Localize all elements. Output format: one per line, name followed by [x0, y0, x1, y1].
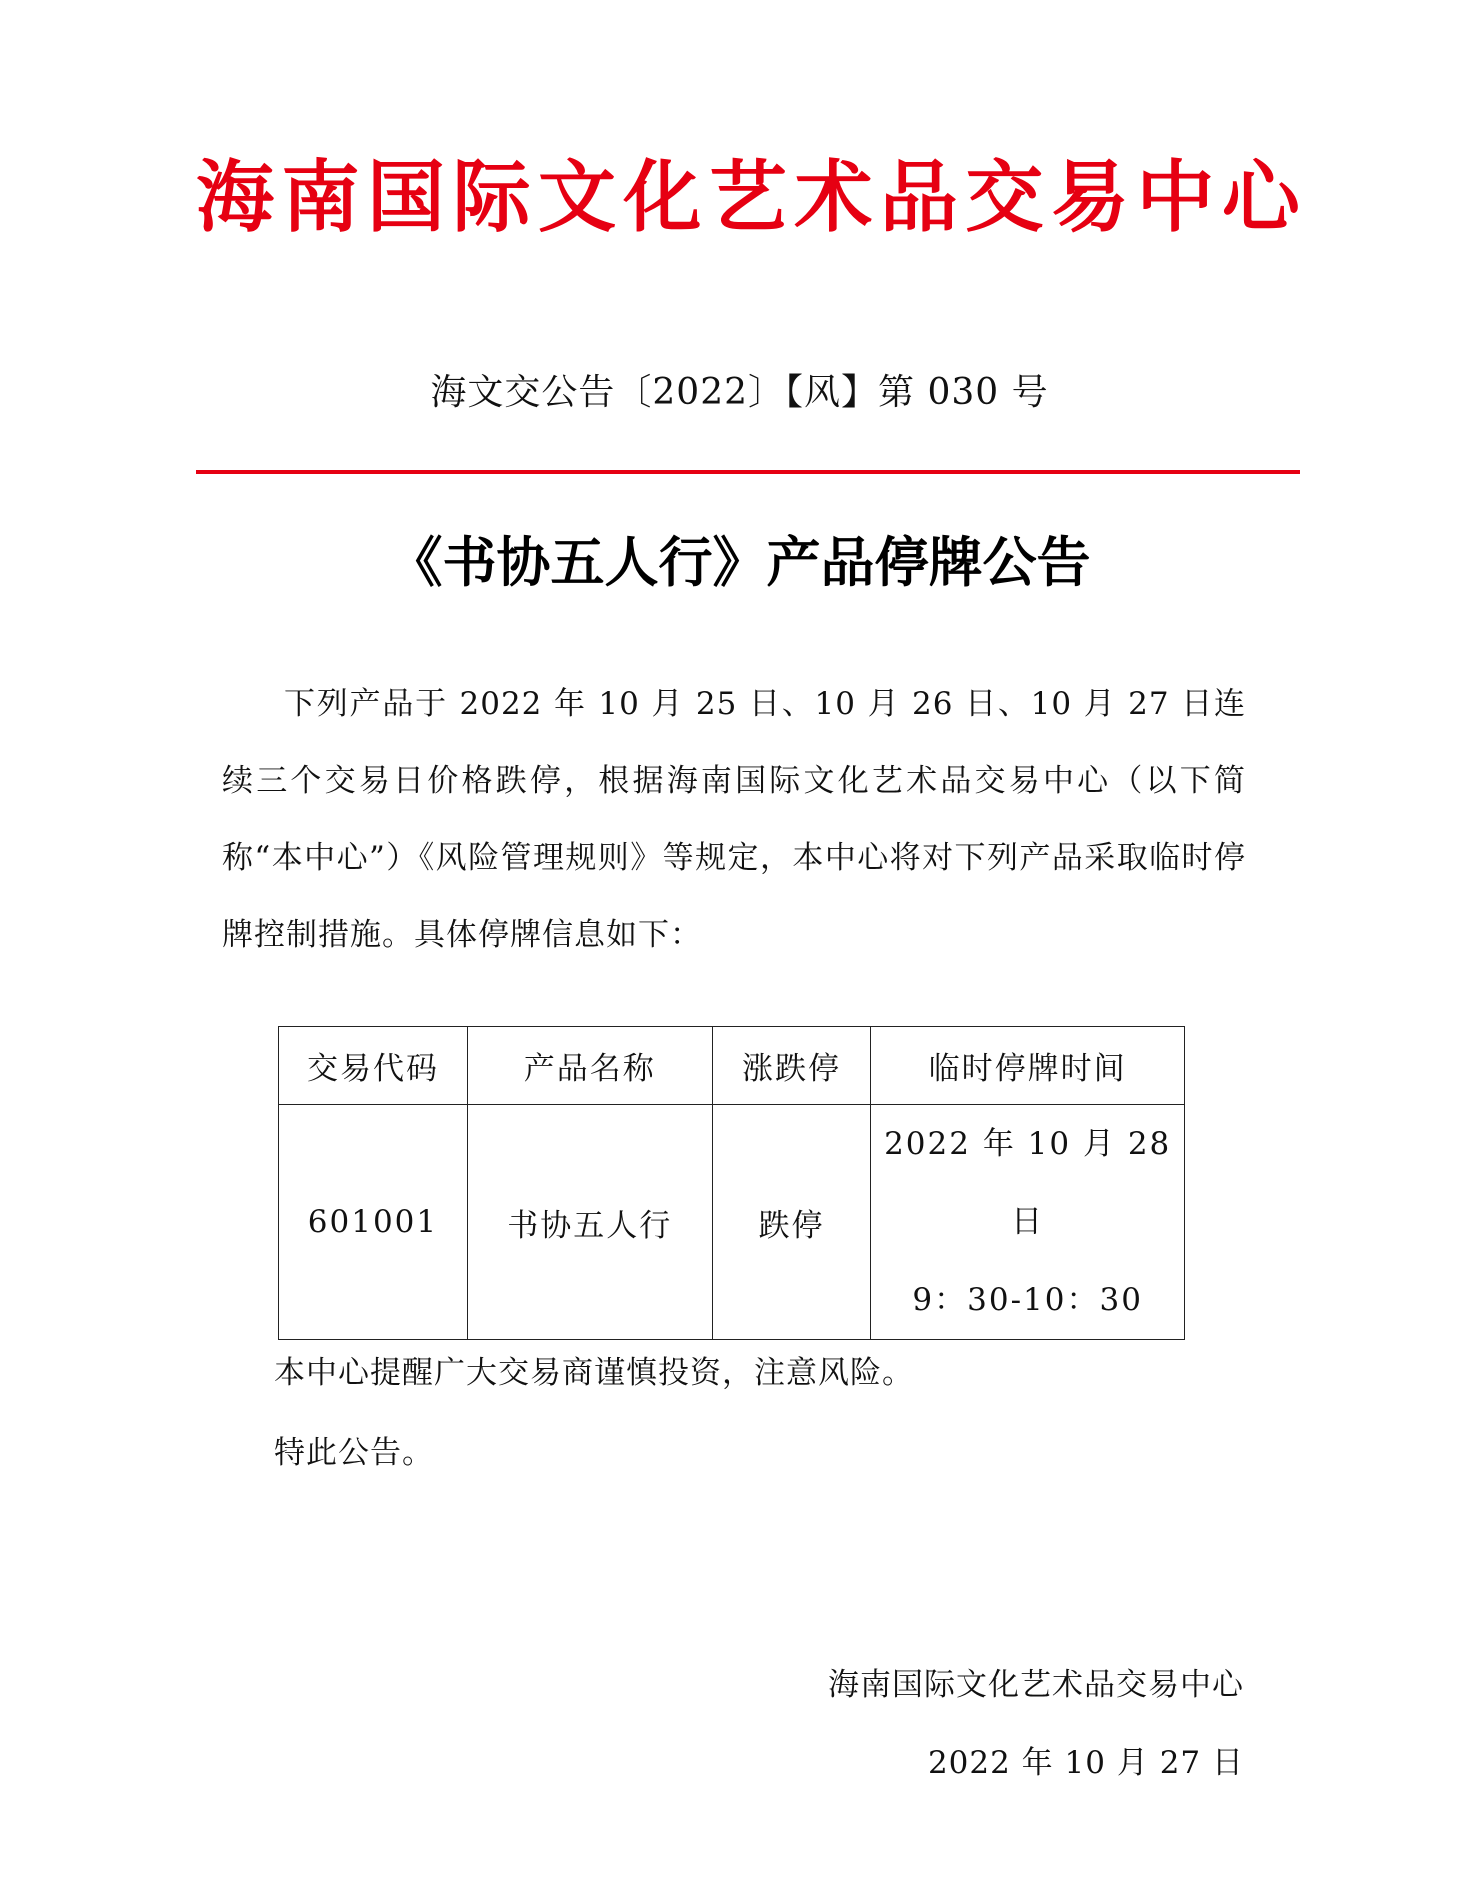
header-cell-code: 交易代码: [279, 1027, 468, 1105]
closing-statement: 特此公告。: [274, 1435, 434, 1471]
header-char: 海: [196, 153, 275, 243]
header-char: 化: [623, 153, 702, 243]
suspension-range: 9：30-10：30: [912, 1282, 1143, 1318]
document-title: 《书协五人行》产品停牌公告: [388, 531, 1091, 594]
cell-limit-status: 跌停: [712, 1105, 871, 1340]
body-paragraph: 下列产品于 2022 年 10 月 25 日、10 月 26 日、10 月 27 日连续三个交易日价格跌停，根据海南国际文化艺术品交易中心（以下简称“本中心”）《风险管理规则》等规定，本中心将对下列产品采取临时停牌控制措施。具体停牌信息如下：: [222, 686, 1246, 953]
cell-suspension-time: [871, 1105, 1185, 1340]
table-header-row: [279, 1027, 1185, 1105]
header-char: 南: [281, 153, 360, 243]
suspension-date: 2022 年 10 月 28 日: [884, 1126, 1172, 1240]
header-cell-time: 临时停牌时间: [871, 1027, 1185, 1105]
header-char: 交: [965, 153, 1044, 243]
header-char: 品: [879, 153, 958, 243]
header-char: 易: [1050, 153, 1129, 243]
header-char: 文: [537, 153, 616, 243]
header-char: 国: [366, 153, 445, 243]
header-cell-limit: 涨跌停: [712, 1027, 871, 1105]
suspension-table: [278, 1026, 1185, 1340]
signature-date: 2022 年 10 月 27 日: [927, 1745, 1244, 1781]
risk-reminder: 本中心提醒广大交易商谨慎投资，注意风险。: [274, 1355, 914, 1391]
header-char: 际: [452, 153, 531, 243]
header-char: 中: [1136, 153, 1215, 243]
organization-header: [196, 138, 1300, 258]
header-char: 术: [794, 153, 873, 243]
signature-organization: 海南国际文化艺术品交易中心: [828, 1667, 1244, 1703]
header-cell-name: 产品名称: [467, 1027, 712, 1105]
header-char: 心: [1221, 153, 1300, 243]
table-row: [279, 1105, 1185, 1340]
cell-product-name: 书协五人行: [467, 1105, 712, 1340]
header-char: 艺: [708, 153, 787, 243]
cell-trade-code: 601001: [279, 1105, 468, 1340]
red-divider-line: [196, 470, 1300, 474]
document-number: 海文交公告〔2022〕【风】第 030 号: [430, 372, 1049, 413]
